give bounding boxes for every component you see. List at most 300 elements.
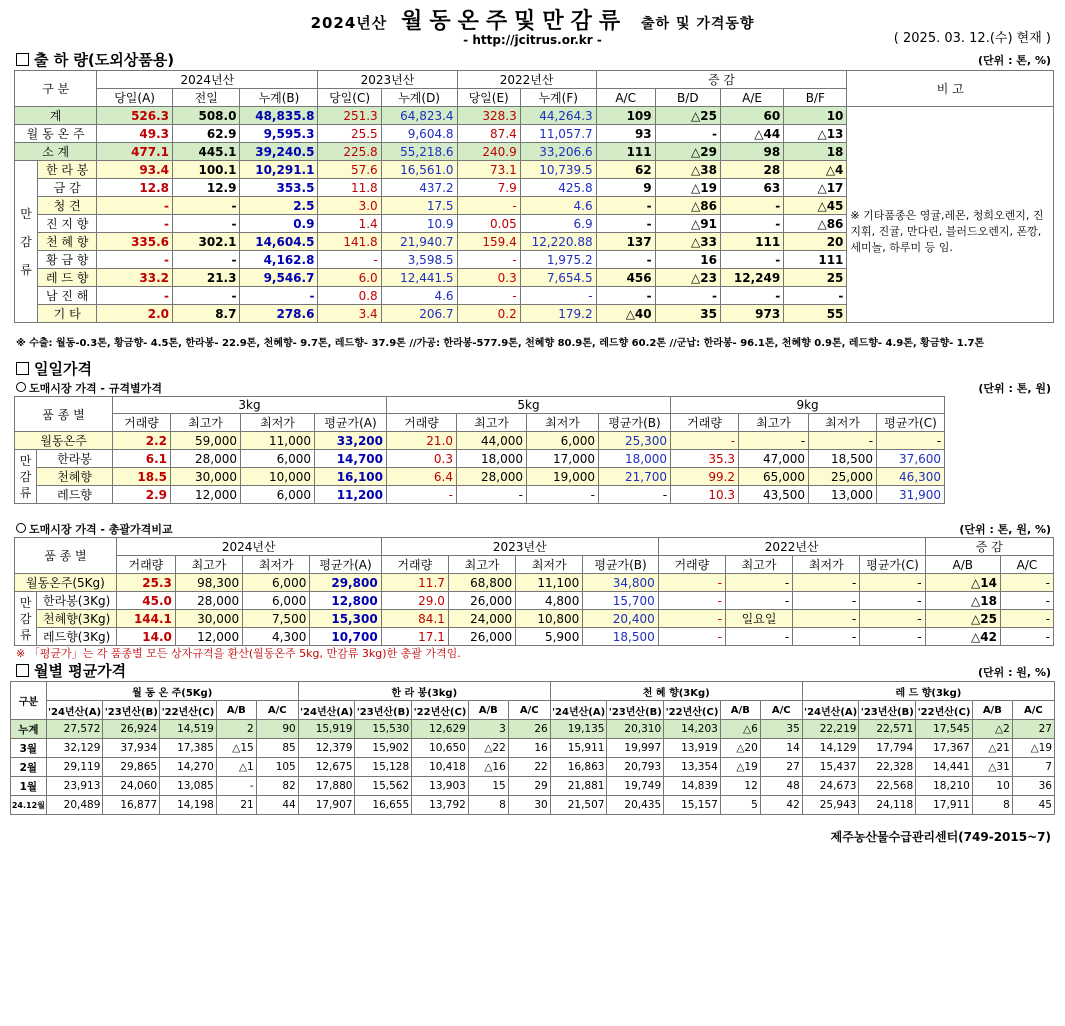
value-cell: 24,118	[859, 796, 916, 815]
value-cell: 29,119	[46, 758, 103, 777]
value-cell: 37,934	[103, 739, 160, 758]
value-cell: 17,000	[527, 450, 599, 468]
header-col: 평균가(C)	[860, 556, 925, 574]
value-cell: 12,441.5	[381, 269, 457, 287]
value-cell: 27	[1012, 720, 1054, 739]
value-cell: 240.9	[457, 143, 520, 161]
value-cell: 17,545	[916, 720, 973, 739]
value-cell: 21.3	[173, 269, 240, 287]
table-row	[15, 628, 1054, 646]
value-cell: 14,604.5	[240, 233, 318, 251]
value-cell: 18.5	[113, 468, 171, 486]
value-cell: 12,800	[310, 592, 381, 610]
square-icon	[16, 53, 29, 66]
value-cell: △25	[925, 610, 1000, 628]
header-group: 한 라 봉(3kg)	[298, 682, 550, 701]
table-row	[15, 486, 945, 504]
header-col: A/B	[216, 701, 256, 720]
value-cell: 28,000	[171, 450, 241, 468]
header-col: 거래량	[116, 556, 175, 574]
daily-sub2: 도매시장 가격 - 총괄가격비교	[16, 521, 173, 537]
value-cell: △1	[216, 758, 256, 777]
value-cell: 17,385	[160, 739, 217, 758]
table-row	[15, 610, 1054, 628]
value-cell: 73.1	[457, 161, 520, 179]
value-cell: △19	[720, 758, 760, 777]
value-cell: -	[596, 251, 655, 269]
value-cell: 8	[972, 796, 1012, 815]
value-cell: 14,441	[916, 758, 973, 777]
value-cell: 18,500	[583, 628, 658, 646]
value-cell: 21,700	[599, 468, 671, 486]
title-sub: 출하 및 가격동향	[641, 16, 755, 32]
row-label: 한라봉	[37, 450, 113, 468]
value-cell: 15,157	[664, 796, 721, 815]
value-cell: 20,310	[607, 720, 664, 739]
value-cell: 55,218.6	[381, 143, 457, 161]
value-cell: 12,000	[171, 486, 241, 504]
value-cell: -	[860, 592, 925, 610]
header-col: 최고가	[457, 414, 527, 432]
value-cell: 11,200	[315, 486, 387, 504]
value-cell: -	[97, 251, 173, 269]
value-cell: 12.9	[173, 179, 240, 197]
value-cell: △4	[784, 161, 847, 179]
value-cell: △31	[972, 758, 1012, 777]
header-group: 레 드 향(3kg)	[802, 682, 1054, 701]
value-cell: △2	[972, 720, 1012, 739]
monthly-unit: (단위 : 원, %)	[977, 666, 1051, 679]
table-row	[11, 739, 1055, 758]
value-cell: 62	[596, 161, 655, 179]
value-cell: 36	[1012, 777, 1054, 796]
value-cell: △42	[925, 628, 1000, 646]
header-group: 2024년산	[116, 538, 381, 556]
closed-label: 일요일	[725, 610, 792, 628]
value-cell: 21.0	[387, 432, 457, 450]
value-cell: 14,198	[160, 796, 217, 815]
value-cell: 10.9	[381, 215, 457, 233]
value-cell: -	[860, 574, 925, 592]
value-cell: -	[599, 486, 671, 504]
value-cell: -	[457, 251, 520, 269]
value-cell: 93.4	[97, 161, 173, 179]
value-cell: 33,206.6	[520, 143, 596, 161]
value-cell: 20,435	[607, 796, 664, 815]
value-cell: 335.6	[97, 233, 173, 251]
header-col: 당일(E)	[457, 89, 520, 107]
value-cell: 7,654.5	[520, 269, 596, 287]
value-cell: 0.9	[240, 215, 318, 233]
value-cell: 353.5	[240, 179, 318, 197]
daily-unit2: (단위 : 톤, 원, %)	[959, 523, 1051, 536]
section-shipment-title: 출 하 량(도외상품용)	[16, 49, 174, 70]
value-cell: 10,291.1	[240, 161, 318, 179]
value-cell: 11,100	[516, 574, 583, 592]
value-cell: -	[784, 287, 847, 305]
value-cell: 2.5	[240, 197, 318, 215]
value-cell: 19,135	[550, 720, 607, 739]
section-daily-title: 일일가격	[16, 358, 92, 379]
value-cell: 29	[508, 777, 550, 796]
value-cell: 37,600	[877, 450, 945, 468]
value-cell: 10,800	[516, 610, 583, 628]
header-group: 2024년산	[97, 71, 318, 89]
value-cell: -	[1000, 610, 1053, 628]
value-cell: 16	[508, 739, 550, 758]
value-cell: 17,880	[298, 777, 355, 796]
group-label: 만 감 류	[15, 450, 37, 504]
value-cell: 477.1	[97, 143, 173, 161]
value-cell: 302.1	[173, 233, 240, 251]
header-col: A/C	[1000, 556, 1053, 574]
report-date: ( 2025. 03. 12.(수) 현재 )	[893, 31, 1051, 46]
value-cell: 44	[256, 796, 298, 815]
value-cell: 43,500	[739, 486, 809, 504]
value-cell: 10,000	[241, 468, 315, 486]
daily-size-table	[14, 396, 945, 504]
value-cell: 11.7	[381, 574, 448, 592]
value-cell: 3.4	[318, 305, 381, 323]
value-cell: 11,057.7	[520, 125, 596, 143]
header-col: 거래량	[671, 414, 739, 432]
value-cell: 10,739.5	[520, 161, 596, 179]
value-cell: 2	[216, 720, 256, 739]
value-cell: 82	[256, 777, 298, 796]
value-cell: 24,060	[103, 777, 160, 796]
header-col: 최저가	[243, 556, 310, 574]
header-col: A/B	[720, 701, 760, 720]
row-label: 한라봉(3Kg)	[37, 592, 116, 610]
header-row	[15, 397, 945, 414]
row-label: 금 감	[38, 179, 97, 197]
row-label: 레드향	[37, 486, 113, 504]
value-cell: 64,823.4	[381, 107, 457, 125]
value-cell: 17.1	[381, 628, 448, 646]
header-col: 최저가	[241, 414, 315, 432]
header-col: 최저가	[809, 414, 877, 432]
header-col: '22년산(C)	[160, 701, 217, 720]
header-col: 최고가	[739, 414, 809, 432]
value-cell: 28	[720, 161, 783, 179]
header-col: 누계(D)	[381, 89, 457, 107]
value-cell: 159.4	[457, 233, 520, 251]
value-cell: 35.3	[671, 450, 739, 468]
row-label: 월동온주(5Kg)	[15, 574, 117, 592]
value-cell: 12,629	[412, 720, 469, 739]
value-cell: △16	[468, 758, 508, 777]
header-group: 증 감	[596, 71, 847, 89]
row-label: 1월	[11, 777, 47, 796]
value-cell: 63	[720, 179, 783, 197]
value-cell: 111	[784, 251, 847, 269]
value-cell: 21,507	[550, 796, 607, 815]
value-cell: 12,220.88	[520, 233, 596, 251]
value-cell: 30,000	[171, 468, 241, 486]
header-col: 거래량	[381, 556, 448, 574]
value-cell: 141.8	[318, 233, 381, 251]
header-col: 누계(B)	[240, 89, 318, 107]
value-cell: -	[1000, 628, 1053, 646]
header-col: '23년산(B)	[859, 701, 916, 720]
value-cell: 90	[256, 720, 298, 739]
value-cell: 15,911	[550, 739, 607, 758]
value-cell: 29.0	[381, 592, 448, 610]
value-cell: 17,911	[916, 796, 973, 815]
value-cell: 6,000	[241, 486, 315, 504]
value-cell: 46,300	[877, 468, 945, 486]
value-cell: △19	[655, 179, 720, 197]
row-label: 2월	[11, 758, 47, 777]
value-cell: -	[527, 486, 599, 504]
value-cell: 12,675	[298, 758, 355, 777]
value-cell: 13,000	[809, 486, 877, 504]
value-cell: 13,792	[412, 796, 469, 815]
value-cell: 8.7	[173, 305, 240, 323]
header-row	[15, 556, 1054, 574]
value-cell: 19,997	[607, 739, 664, 758]
value-cell: 4,800	[516, 592, 583, 610]
value-cell: 14,519	[160, 720, 217, 739]
value-cell: 2.0	[97, 305, 173, 323]
value-cell: 17,367	[916, 739, 973, 758]
value-cell: -	[457, 197, 520, 215]
value-cell: 57.6	[318, 161, 381, 179]
value-cell: 5,900	[516, 628, 583, 646]
value-cell: 35	[760, 720, 802, 739]
value-cell: 20,489	[46, 796, 103, 815]
value-cell: 0.8	[318, 287, 381, 305]
value-cell: 25	[784, 269, 847, 287]
value-cell: 12,249	[720, 269, 783, 287]
value-cell: -	[596, 215, 655, 233]
row-label: 레드향(3Kg)	[37, 628, 116, 646]
value-cell: 21,940.7	[381, 233, 457, 251]
header-group: 천 혜 향(3Kg)	[550, 682, 802, 701]
value-cell: 17,794	[859, 739, 916, 758]
row-label: 천 혜 향	[38, 233, 97, 251]
value-cell: 111	[720, 233, 783, 251]
value-cell: 13,085	[160, 777, 217, 796]
value-cell: 0.3	[387, 450, 457, 468]
value-cell: 48,835.8	[240, 107, 318, 125]
row-label: 청 견	[38, 197, 97, 215]
value-cell: 973	[720, 305, 783, 323]
value-cell: -	[655, 125, 720, 143]
value-cell: 10	[972, 777, 1012, 796]
daily-note: ※ 「평균가」는 각 품종별 모든 상자규격을 환산(월동온주 5kg, 만감류 3kg)한 총괄 가격임.	[16, 647, 461, 660]
header-col: A/C	[508, 701, 550, 720]
row-label: 한 라 봉	[38, 161, 97, 179]
daily-total-table	[14, 537, 1054, 646]
row-label: 천혜향	[37, 468, 113, 486]
value-cell: -	[173, 197, 240, 215]
value-cell: 21,881	[550, 777, 607, 796]
row-label: 월 동 온 주	[15, 125, 97, 143]
header-col: 최저가	[516, 556, 583, 574]
value-cell: 4.6	[381, 287, 457, 305]
value-cell: 44,264.3	[520, 107, 596, 125]
value-cell: 28,000	[457, 468, 527, 486]
header-row	[15, 538, 1054, 556]
value-cell: 39,240.5	[240, 143, 318, 161]
header-col: 평균가(B)	[599, 414, 671, 432]
value-cell: 48	[760, 777, 802, 796]
value-cell: 6,000	[527, 432, 599, 450]
value-cell: 437.2	[381, 179, 457, 197]
value-cell: 87.4	[457, 125, 520, 143]
header-group: 2022년산	[658, 538, 925, 556]
table-row	[15, 592, 1054, 610]
value-cell: 29,800	[310, 574, 381, 592]
value-cell: 8	[468, 796, 508, 815]
row-label: 3월	[11, 739, 47, 758]
header-gubun: 구분	[11, 682, 47, 720]
value-cell: 42	[760, 796, 802, 815]
value-cell: 24,000	[448, 610, 515, 628]
value-cell: 456	[596, 269, 655, 287]
value-cell: 68,800	[448, 574, 515, 592]
value-cell: 18,500	[809, 450, 877, 468]
value-cell: -	[793, 628, 860, 646]
header-col: '24년산(A)	[298, 701, 355, 720]
value-cell: 100.1	[173, 161, 240, 179]
header-col: '24년산(A)	[550, 701, 607, 720]
value-cell: 6.1	[113, 450, 171, 468]
value-cell: 11.8	[318, 179, 381, 197]
header-col: A/E	[720, 89, 783, 107]
header-col: '22년산(C)	[412, 701, 469, 720]
table-row	[15, 574, 1054, 592]
value-cell: 12.8	[97, 179, 173, 197]
value-cell: -	[720, 287, 783, 305]
value-cell: 9,595.3	[240, 125, 318, 143]
value-cell: 45	[1012, 796, 1054, 815]
value-cell: 25,943	[802, 796, 859, 815]
value-cell: △6	[720, 720, 760, 739]
header-group: 2023년산	[381, 538, 658, 556]
header-col: 최고가	[725, 556, 792, 574]
table-row	[15, 107, 1054, 125]
circle-icon	[16, 523, 26, 533]
value-cell: 26,000	[448, 592, 515, 610]
value-cell: △38	[655, 161, 720, 179]
header-col: A/C	[256, 701, 298, 720]
value-cell: 9,604.8	[381, 125, 457, 143]
value-cell: 6.9	[520, 215, 596, 233]
header-gubun: 구 분	[15, 71, 97, 107]
value-cell: △17	[784, 179, 847, 197]
value-cell: 17,907	[298, 796, 355, 815]
header-col: 전일	[173, 89, 240, 107]
value-cell: 179.2	[520, 305, 596, 323]
header-col: 최고가	[448, 556, 515, 574]
daily-unit1: (단위 : 톤, 원)	[978, 382, 1051, 395]
header-col: 최저가	[527, 414, 599, 432]
value-cell: -	[520, 287, 596, 305]
value-cell: -	[97, 197, 173, 215]
value-cell: △18	[925, 592, 1000, 610]
value-cell: △45	[784, 197, 847, 215]
value-cell: 22,328	[859, 758, 916, 777]
header-col: 최고가	[171, 414, 241, 432]
table-row	[15, 468, 945, 486]
header-row	[11, 682, 1055, 701]
table-row	[11, 796, 1055, 815]
value-cell: -	[739, 432, 809, 450]
value-cell: 5	[720, 796, 760, 815]
value-cell: 19,749	[607, 777, 664, 796]
value-cell: -	[720, 251, 783, 269]
value-cell: -	[860, 610, 925, 628]
value-cell: 18,000	[457, 450, 527, 468]
value-cell: 109	[596, 107, 655, 125]
value-cell: 14,129	[802, 739, 859, 758]
header-col: 당일(C)	[318, 89, 381, 107]
value-cell: -	[720, 215, 783, 233]
value-cell: 16,561.0	[381, 161, 457, 179]
value-cell: 0.3	[457, 269, 520, 287]
value-cell: 30,000	[175, 610, 242, 628]
row-label: 소 계	[15, 143, 97, 161]
header-col: 최고가	[175, 556, 242, 574]
group-label: 만 감 류	[15, 161, 38, 323]
value-cell: 14.0	[116, 628, 175, 646]
header-group: 월 동 온 주(5Kg)	[46, 682, 298, 701]
value-cell: -	[658, 610, 725, 628]
value-cell: △25	[655, 107, 720, 125]
value-cell: △19	[1012, 739, 1054, 758]
header-col: 평균가(A)	[310, 556, 381, 574]
value-cell: -	[1000, 574, 1053, 592]
value-cell: 30	[508, 796, 550, 815]
value-cell: 15,919	[298, 720, 355, 739]
value-cell: 10.3	[671, 486, 739, 504]
header-row	[11, 701, 1055, 720]
value-cell: -	[809, 432, 877, 450]
value-cell: -	[240, 287, 318, 305]
value-cell: 10,700	[310, 628, 381, 646]
value-cell: -	[720, 197, 783, 215]
value-cell: 15,700	[583, 592, 658, 610]
header-col: 거래량	[658, 556, 725, 574]
header-col: '22년산(C)	[664, 701, 721, 720]
value-cell: 1.4	[318, 215, 381, 233]
value-cell: 98,300	[175, 574, 242, 592]
value-cell: 10,650	[412, 739, 469, 758]
shipment-note: ※ 수출: 월동-0.3톤, 황금향- 4.5톤, 한라봉- 22.9톤, 천혜향- 9.7톤, 레드향- 37.9톤 //가공: 한라봉-577.9톤, 천혜향 80.9톤, 레드향 60.2톤 //군납: 한라봉- 96.1톤, 천혜향 0.9톤, 레드향- 4.9톤, 황금향- 1.7톤	[16, 338, 985, 349]
value-cell: 19,000	[527, 468, 599, 486]
monthly-table	[10, 681, 1055, 815]
value-cell: 15,530	[355, 720, 412, 739]
value-cell: -	[860, 628, 925, 646]
value-cell: 3.0	[318, 197, 381, 215]
value-cell: -	[1000, 592, 1053, 610]
value-cell: 7.9	[457, 179, 520, 197]
header-col: '23년산(B)	[103, 701, 160, 720]
header-group: 9kg	[671, 397, 945, 414]
value-cell: 18	[784, 143, 847, 161]
value-cell: △14	[925, 574, 1000, 592]
header-col: '23년산(B)	[607, 701, 664, 720]
value-cell: 9,546.7	[240, 269, 318, 287]
value-cell: 15,902	[355, 739, 412, 758]
value-cell: 17.5	[381, 197, 457, 215]
header-row	[15, 71, 1054, 89]
header-note: 비 고	[847, 71, 1054, 107]
site-url[interactable]: - http://jcitrus.or.kr -	[463, 33, 602, 47]
row-label: 누계	[11, 720, 47, 739]
